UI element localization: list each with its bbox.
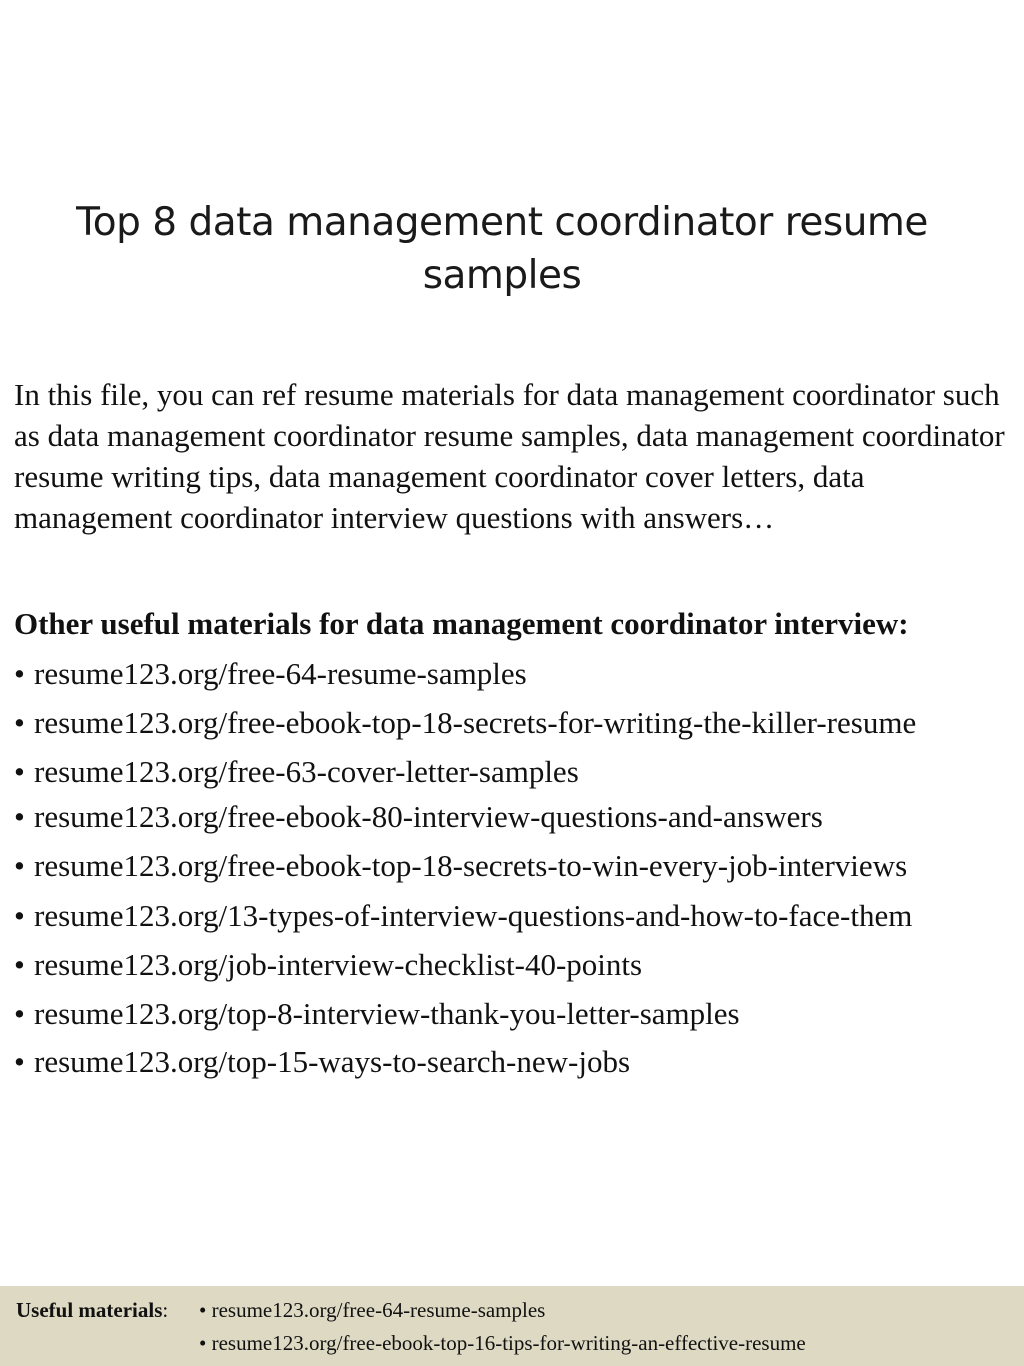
list-item <box>14 896 912 936</box>
intro-paragraph: In this file, you can ref resume materials for data management coordinator such as data management coordinator resume samples, data management coordinator resume writing tips, data management coordinator cover letters, data management coordinator interview questions with answers… <box>14 377 1005 535</box>
bullet-icon: • <box>14 799 25 834</box>
resource-link[interactable]: resume123.org/free-ebook-80-interview-questions-and-answers <box>34 799 823 834</box>
list-item <box>14 703 916 743</box>
footer-label-text: Useful materials <box>16 1298 163 1322</box>
page-title: Top 8 data management coordinator resume samples <box>76 200 928 298</box>
footer-link[interactable]: • resume123.org/free-64-resume-samples <box>199 1298 546 1322</box>
list-item <box>14 752 579 792</box>
list-item <box>14 846 907 886</box>
resource-link[interactable]: resume123.org/13-types-of-interview-questions-and-how-to-face-them <box>34 898 913 933</box>
list-item <box>14 994 740 1034</box>
bullet-icon: • <box>14 705 25 740</box>
list-item <box>14 1042 630 1082</box>
bullet-icon: • <box>14 656 25 691</box>
bullet-icon: • <box>14 1044 25 1079</box>
footer-link[interactable]: • resume123.org/free-ebook-top-16-tips-for-writing-an-effective-resume <box>199 1331 806 1355</box>
resource-link[interactable]: resume123.org/free-64-resume-samples <box>34 656 527 691</box>
list-item <box>14 797 823 837</box>
materials-heading: Other useful materials for data management coordinator interview: <box>14 606 909 641</box>
resource-link[interactable]: resume123.org/free-ebook-top-18-secrets-to-win-every-job-interviews <box>34 848 908 883</box>
footer-bar <box>0 1286 1024 1366</box>
resource-link[interactable]: resume123.org/top-15-ways-to-search-new-jobs <box>34 1044 631 1079</box>
bullet-icon: • <box>14 947 25 982</box>
footer-colon: : <box>162 1298 169 1322</box>
list-item <box>14 654 527 694</box>
bullet-icon: • <box>14 898 25 933</box>
resource-link[interactable]: resume123.org/free-ebook-top-18-secrets-for-writing-the-killer-resume <box>34 705 917 740</box>
resource-link[interactable]: resume123.org/free-63-cover-letter-samples <box>34 754 579 789</box>
bullet-icon: • <box>14 754 25 789</box>
resource-link[interactable]: resume123.org/job-interview-checklist-40-points <box>34 947 643 982</box>
list-item <box>14 945 642 985</box>
footer-label <box>16 1296 168 1324</box>
bullet-icon: • <box>14 996 25 1031</box>
bullet-icon: • <box>14 848 25 883</box>
resource-link[interactable]: resume123.org/top-8-interview-thank-you-letter-samples <box>34 996 740 1031</box>
